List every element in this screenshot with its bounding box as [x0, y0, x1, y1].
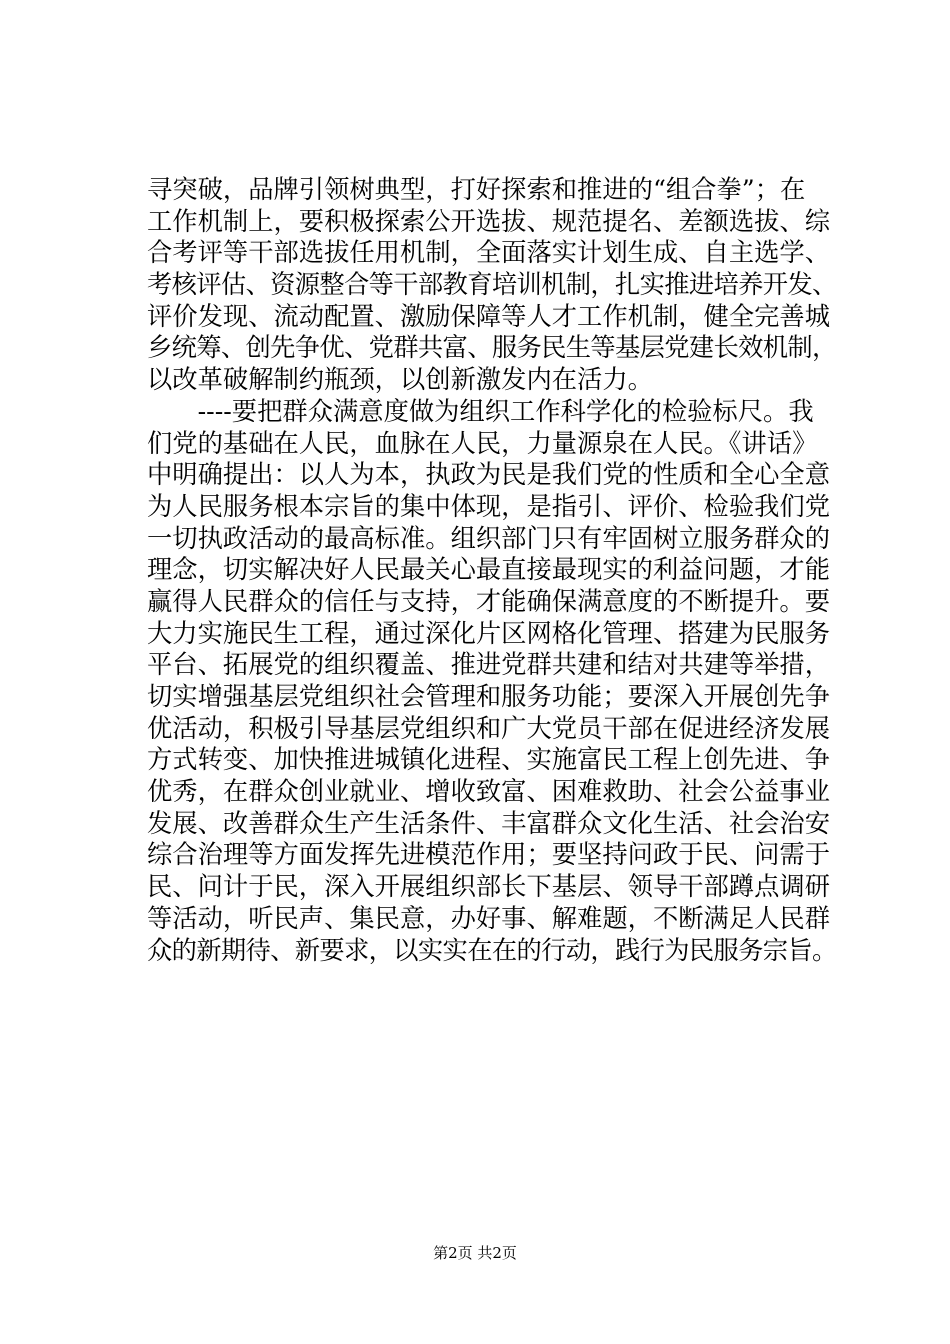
- text-line: 为人民服务根本宗旨的集中体现，是指引、评价、检验我们党: [147, 491, 831, 521]
- text-line: 们党的基础在人民，血脉在人民，力量源泉在人民。《讲话》: [147, 428, 818, 458]
- text-line: 切实增强基层党组织社会管理和服务功能；要深入开展创先争: [147, 682, 831, 711]
- text-line: 平台、拓展党的组织覆盖、推进党群共建和结对共建等举措，: [147, 650, 831, 680]
- body-text: [147, 174, 837, 966]
- text-line: 乡统筹、创先争优、党群共富、服务民生等基层党建长效机制，: [147, 333, 837, 363]
- text-line: 寻突破，品牌引领树典型，打好探索和推进的“组合拳”；在: [147, 175, 806, 204]
- text-line: 中明确提出：以人为本，执政为民是我们党的性质和全心全意: [147, 460, 831, 490]
- text-line: 考核评估、资源整合等干部教育培训机制，扎实推进培养开发、: [147, 270, 837, 300]
- text-line: 优活动，积极引导基层党组织和广大党员干部在促进经济发展: [147, 713, 831, 743]
- text-line: 优秀，在群众创业就业、增收致富、困难救助、社会公益事业: [147, 777, 831, 807]
- page-number-footer: 第2页 共2页: [433, 1244, 517, 1262]
- text-line: 民、问计于民，深入开展组织部长下基层、领导干部蹲点调研: [147, 872, 831, 902]
- text-line: 赢得人民群众的信任与支持，才能确保满意度的不断提升。要: [147, 586, 831, 616]
- text-line: 工作机制上，要积极探索公开选拔、规范提名、差额选拔、综: [147, 206, 831, 236]
- text-line: 方式转变、加快推进城镇化进程、实施富民工程上创先进、争: [147, 745, 831, 775]
- text-line: 大力实施民生工程，通过深化片区网格化管理、搭建为民服务: [147, 618, 831, 648]
- text-line: 综合治理等方面发挥先进模范作用；要坚持问政于民、问需于: [147, 840, 831, 870]
- text-line: 发展、改善群众生产生活条件、丰富群众文化生活、社会治安: [147, 808, 831, 838]
- text-line: 众的新期待、新要求，以实实在在的行动，践行为民服务宗旨。: [147, 935, 837, 965]
- text-line: 评价发现、流动配置、激励保障等人才工作机制，健全完善城: [147, 301, 831, 331]
- text-line: 以改革破解制约瓶颈，以创新激发内在活力。: [147, 365, 653, 395]
- text-line: 合考评等干部选拔任用机制，全面落实计划生成、自主选学、: [147, 238, 831, 268]
- text-line: ----要把群众满意度做为组织工作科学化的检验标尺。我: [147, 396, 814, 426]
- text-line: 理念，切实解决好人民最关心最直接最现实的利益问题，才能: [147, 555, 831, 585]
- text-line: 等活动，听民声、集民意，办好事、解难题，不断满足人民群: [147, 903, 831, 933]
- text-line: 一切执政活动的最高标准。组织部门只有牢固树立服务群众的: [147, 523, 831, 553]
